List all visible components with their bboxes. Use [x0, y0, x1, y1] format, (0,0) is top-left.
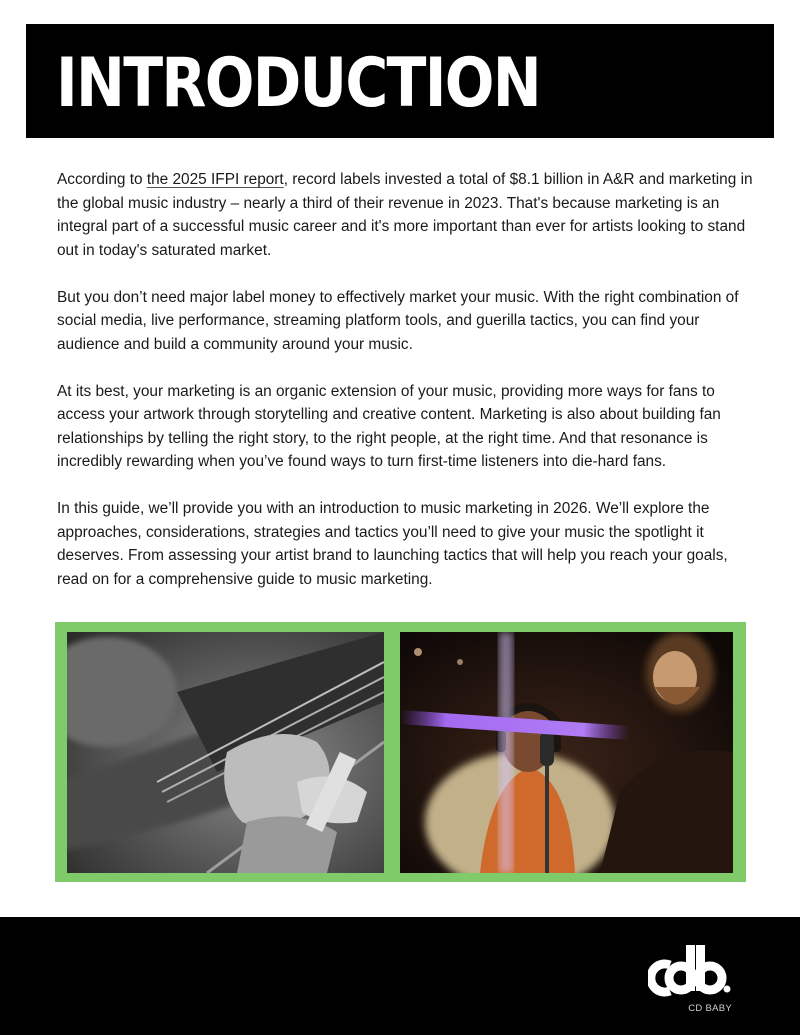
cd-baby-logo-text: CD BABY: [688, 1003, 732, 1014]
page-title: INTRODUCTION: [56, 44, 540, 123]
cd-baby-logo: [648, 941, 732, 1029]
paragraph-1-rest: , record labels invested a total of $8.1 billion in A&R and marketing in the global music industry – nearly a third of their revenue in 2023. That's because marketing is an integral part of a successful music career and it's more important than ever for artists looking to stand out in today's saturated market.: [57, 171, 753, 259]
studio-recording-photo: [400, 632, 733, 873]
page-footer: [0, 917, 800, 1035]
intro-body: [57, 168, 757, 615]
paragraph-2: But you don’t need major label money to effectively market your music. With the right combination of social media, live performance, streaming platform tools, and guerilla tactics, you can find your audience and build a community around your music.: [57, 288, 739, 353]
paragraph-1: [57, 168, 757, 262]
paragraph-4: In this guide, we’ll provide you with an introduction to music marketing in 2026. We’ll explore the approaches, considerations, strategies and tactics you’ll need to give your music the spotlight it deserves. From assessing your artist brand to launching tactics that will help you reach your goals, read on for a comprehensive guide to music marketing.: [57, 500, 728, 588]
guitar-photo: [67, 632, 384, 873]
cd-baby-logo-icon: [648, 941, 732, 1001]
paragraph-3: At its best, your marketing is an organic extension of your music, providing more ways for fans to access your artwork through storytelling and creative content. Marketing is also about building fan relationships by telling the right story, to the right people, at the right time. And that resonance is incredibly rewarding when you’ve found ways to turn first-time listeners into die-hard fans.: [57, 382, 721, 470]
ifpi-report-link[interactable]: the 2025 IFPI report: [146, 171, 284, 188]
title-banner: [26, 24, 774, 138]
photo-frame: [55, 622, 746, 882]
paragraph-1-start: According to: [57, 171, 147, 188]
